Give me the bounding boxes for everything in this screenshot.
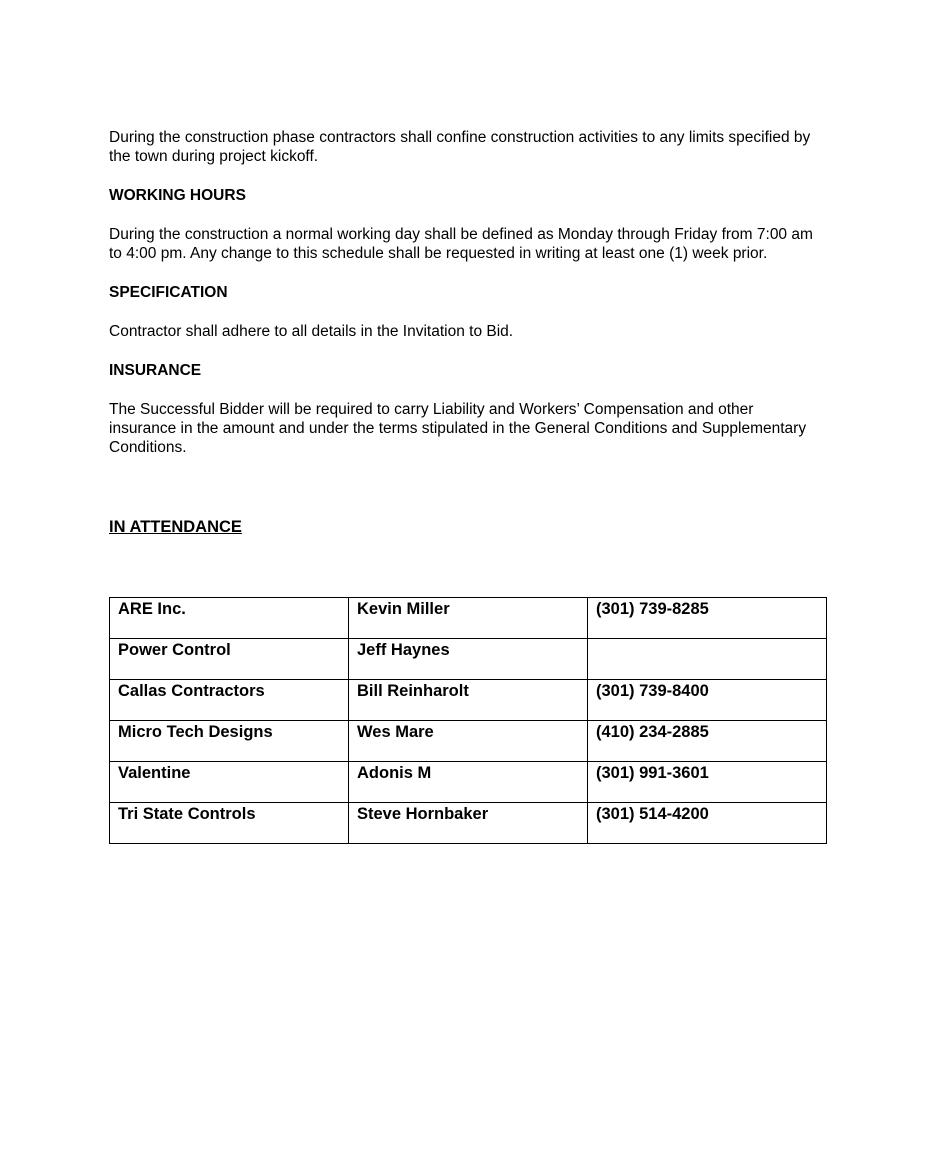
insurance-heading: INSURANCE — [109, 361, 202, 379]
table-row — [110, 639, 827, 680]
company-cell: Valentine — [110, 762, 349, 803]
spacer — [109, 341, 824, 360]
company-cell: Tri State Controls — [110, 803, 349, 844]
table-row — [110, 762, 827, 803]
specification-heading: SPECIFICATION — [109, 284, 228, 302]
contact-cell: Wes Mare — [349, 721, 588, 762]
table-row — [110, 598, 827, 639]
phone-cell: (301) 739-8285 — [588, 598, 827, 639]
company-cell: ARE Inc. — [110, 598, 349, 639]
table-row — [110, 803, 827, 844]
spacer — [109, 206, 824, 225]
phone-cell: (301) 514-4200 — [588, 803, 827, 844]
phone-cell: (410) 234-2885 — [588, 721, 827, 762]
document-body — [109, 128, 824, 537]
contact-cell: Steve Hornbaker — [349, 803, 588, 844]
phone-cell: (301) 739-8400 — [588, 680, 827, 721]
insurance-paragraph: The Successful Bidder will be required to carry Liability and Workers’ Compensation and other insurance in the amount and under the terms stipulated in the General Conditions and Supplementary Conditions. — [109, 400, 807, 457]
company-cell: Micro Tech Designs — [110, 721, 349, 762]
contact-cell: Bill Reinharolt — [349, 680, 588, 721]
working-hours-paragraph: During the construction a normal working day shall be defined as Monday through Friday from 7:00 am to 4:00 pm. Any change to this schedule shall be requested in writing at least one (1) week prior. — [109, 226, 813, 263]
contact-cell: Jeff Haynes — [349, 639, 588, 680]
table-row — [110, 721, 827, 762]
spacer — [109, 167, 824, 186]
attendance-title: IN ATTENDANCE — [109, 517, 242, 536]
company-cell: Callas Contractors — [110, 680, 349, 721]
construction-limits-paragraph: During the construction phase contractors shall confine construction activities to any limits specified by the town during project kickoff. — [109, 129, 811, 166]
phone-cell: (301) 991-3601 — [588, 762, 827, 803]
phone-cell — [588, 639, 827, 680]
contact-cell: Adonis M — [349, 762, 588, 803]
spacer — [109, 264, 824, 283]
attendance-table — [109, 597, 827, 844]
company-cell: Power Control — [110, 639, 349, 680]
spacer — [109, 458, 824, 517]
specification-paragraph: Contractor shall adhere to all details in the Invitation to Bid. — [109, 323, 514, 340]
spacer — [109, 303, 824, 322]
contact-cell: Kevin Miller — [349, 598, 588, 639]
table-row — [110, 680, 827, 721]
spacer — [109, 380, 824, 399]
working-hours-heading: WORKING HOURS — [109, 187, 246, 205]
